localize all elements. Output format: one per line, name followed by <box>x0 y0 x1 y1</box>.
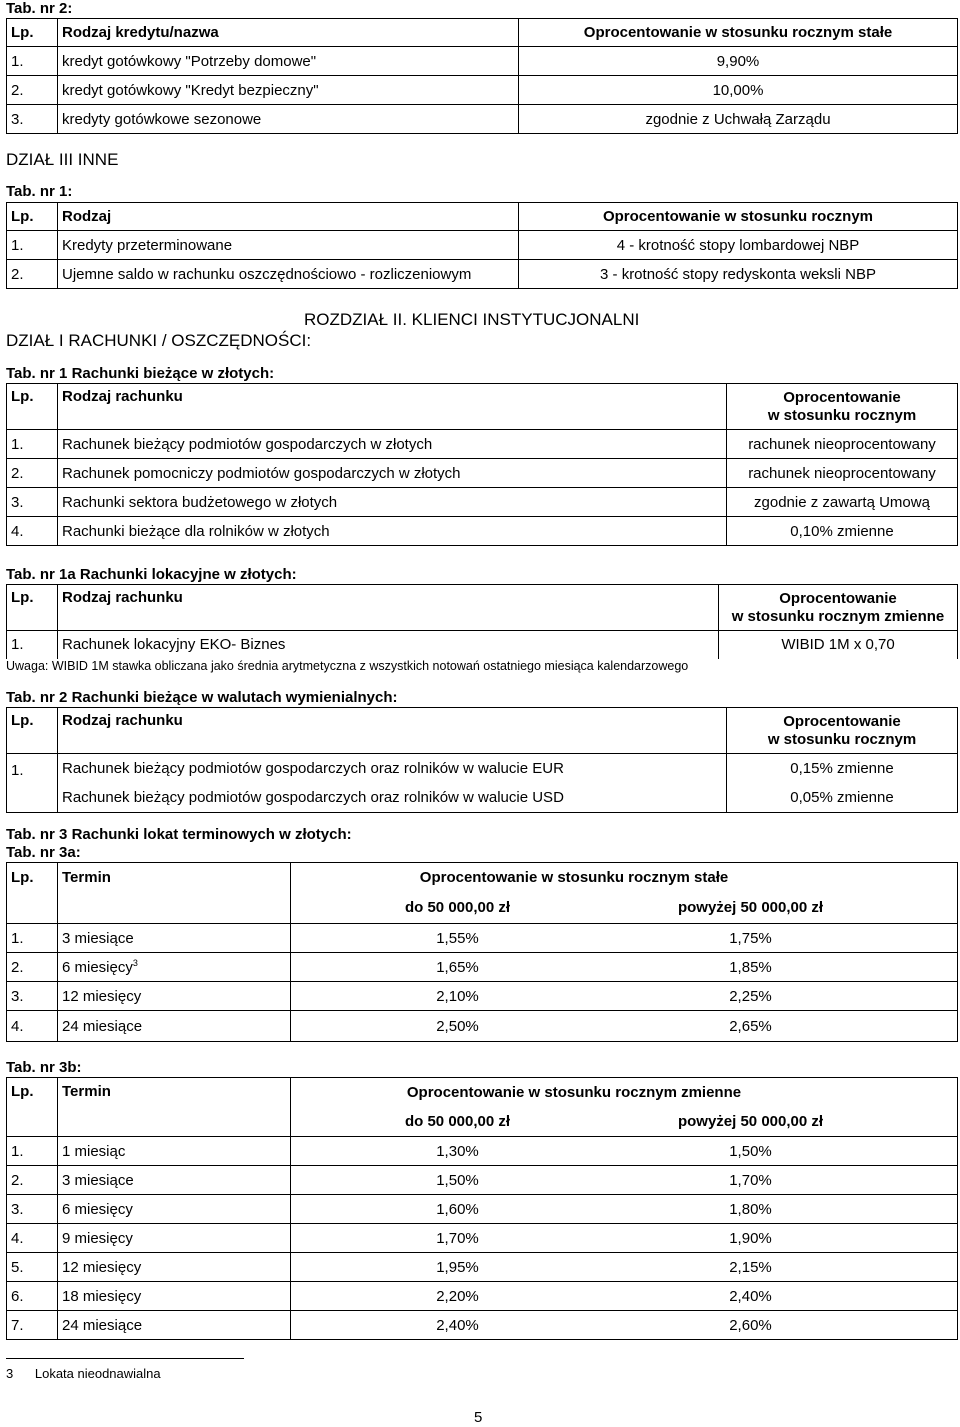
cell: 2. <box>7 459 58 488</box>
cell <box>727 754 958 813</box>
cell: 1 miesiąc <box>58 1137 291 1166</box>
header-text: Oprocentowanie w stosunku rocznym stałe <box>419 869 729 887</box>
page-number: 5 <box>474 1409 483 1426</box>
cell: 2. <box>7 260 58 289</box>
fx-accounts-table <box>6 707 958 813</box>
table-header-row <box>7 384 958 430</box>
footnote-marker: 3 <box>132 958 138 968</box>
cell: 1,55% <box>291 924 625 953</box>
footnote <box>6 1366 161 1381</box>
header-cell: Rodzaj kredytu/nazwa <box>58 19 519 47</box>
header-line: Oprocentowanie <box>783 388 901 406</box>
section-heading: DZIAŁ I RACHUNKI / OSZCZĘDNOŚCI: <box>6 331 312 350</box>
cell: 3. <box>7 105 58 134</box>
table-header-row <box>7 863 958 893</box>
cell: 1. <box>7 231 58 260</box>
header-cell: do 50 000,00 zł <box>291 893 625 924</box>
header-cell <box>727 708 958 754</box>
footnote-number: 3 <box>6 1366 14 1381</box>
cell: 1. <box>7 430 58 459</box>
table-header-row <box>7 19 958 47</box>
table-row <box>7 47 958 76</box>
header-cell: Rodzaj rachunku <box>58 384 727 430</box>
deposit-accounts-table <box>6 584 958 659</box>
table-header-row <box>7 1078 958 1107</box>
section-heading: DZIAŁ III INNE <box>6 150 119 169</box>
cell <box>624 924 958 953</box>
cell-line: Rachunek bieżący podmiotów gospodarczych oraz rolników w walucie USD <box>62 789 564 806</box>
table-row <box>7 459 958 488</box>
header-line: w stosunku rocznym <box>767 406 917 424</box>
cell: 3. <box>7 1195 58 1224</box>
cell: 4. <box>7 1011 58 1042</box>
cell: 1. <box>7 924 58 953</box>
table-row <box>7 76 958 105</box>
table-label: Tab. nr 3a: <box>6 844 81 861</box>
table-label: Tab. nr 3b: <box>6 1059 82 1076</box>
cell-text: 1,80% <box>729 1200 772 1218</box>
header-cell <box>291 1078 958 1107</box>
table-row <box>7 105 958 134</box>
cell <box>624 1253 958 1282</box>
cell <box>624 1311 958 1340</box>
cell: 1,65% <box>291 953 625 982</box>
cell-line: 0,15% zmienne <box>790 760 894 777</box>
cell: 1,70% <box>291 1224 625 1253</box>
cell: Rachunki sektora budżetowego w złotych <box>58 488 727 517</box>
table-note: Uwaga: WIBID 1M stawka obliczana jako średnia arytmetyczna z wszystkich notowań ostatniego miesiąca kalendarzowego <box>6 659 689 673</box>
table-row <box>7 1282 958 1311</box>
cell: WIBID 1M x 0,70 <box>719 631 958 659</box>
cell <box>624 1166 958 1195</box>
cell: 18 miesięcy <box>58 1282 291 1311</box>
table-row <box>7 924 958 953</box>
header-cell: Lp. <box>7 585 58 631</box>
cell: 6. <box>7 1282 58 1311</box>
table-label: Tab. nr 1a Rachunki lokacyjne w złotych: <box>6 566 297 583</box>
header-cell: Lp. <box>7 863 58 924</box>
cell-line: 0,05% zmienne <box>790 789 894 806</box>
chapter-title: ROZDZIAŁ II. KLIENCI INSTYTUCJONALNI <box>304 310 640 329</box>
cell: 1. <box>7 1137 58 1166</box>
cell <box>624 953 958 982</box>
cell-text: 1,50% <box>729 1142 772 1160</box>
cell: 1,30% <box>291 1137 625 1166</box>
header-cell <box>624 893 958 924</box>
cell: 5. <box>7 1253 58 1282</box>
cell: 2. <box>7 1166 58 1195</box>
cell: 3 miesiące <box>58 1166 291 1195</box>
cell: Rachunek bieżący podmiotów gospodarczych w złotych <box>58 430 727 459</box>
cell <box>58 754 727 813</box>
cell-text: 1,85% <box>729 958 772 976</box>
cell <box>624 1282 958 1311</box>
table-row <box>7 231 958 260</box>
cell: 12 miesięcy <box>58 1253 291 1282</box>
table-row <box>7 517 958 546</box>
cell: 3. <box>7 982 58 1011</box>
cell-text: 1,75% <box>729 929 772 947</box>
cell: 3 - krotność stopy redyskonta weksli NBP <box>519 260 958 289</box>
cell <box>624 1137 958 1166</box>
cell: 9,90% <box>519 47 958 76</box>
term-deposits-variable-table <box>6 1077 958 1340</box>
cell: Rachunek lokacyjny EKO- Biznes <box>58 631 719 659</box>
cell: 24 miesiące <box>58 1011 291 1042</box>
table-row <box>7 631 958 659</box>
cell: 2,10% <box>291 982 625 1011</box>
table-header-row <box>7 585 958 631</box>
cell: 1,95% <box>291 1253 625 1282</box>
table-row <box>7 488 958 517</box>
cell: 3. <box>7 488 58 517</box>
table-row <box>7 1166 958 1195</box>
cell-text: 2,40% <box>729 1287 772 1305</box>
other-table <box>6 202 958 289</box>
cell-text: 2,60% <box>729 1316 772 1334</box>
table-row <box>7 1011 958 1042</box>
cell-text: 2,25% <box>729 987 772 1005</box>
cell-text: 1,90% <box>729 1229 772 1247</box>
header-cell: Rodzaj <box>58 203 519 231</box>
cell-line: Rachunek bieżący podmiotów gospodarczych oraz rolników w walucie EUR <box>62 760 564 777</box>
header-cell: Lp. <box>7 708 58 754</box>
table-row <box>7 1311 958 1340</box>
cell-text: 1,70% <box>729 1171 772 1189</box>
table-row <box>7 1253 958 1282</box>
table-label: Tab. nr 2 Rachunki bieżące w walutach wymienialnych: <box>6 689 398 706</box>
cell: 2,20% <box>291 1282 625 1311</box>
header-cell: Termin <box>58 1078 291 1137</box>
table-label: Tab. nr 1 Rachunki bieżące w złotych: <box>6 365 275 382</box>
header-cell <box>727 384 958 430</box>
cell <box>624 1195 958 1224</box>
cell: Rachunek pomocniczy podmiotów gospodarczych w złotych <box>58 459 727 488</box>
cell: zgodnie z zawartą Umową <box>727 488 958 517</box>
footnote-separator <box>6 1358 244 1359</box>
cell: 7. <box>7 1311 58 1340</box>
header-cell: Lp. <box>7 19 58 47</box>
cell: 24 miesiące <box>58 1311 291 1340</box>
table-row <box>7 430 958 459</box>
cell: rachunek nieoprocentowany <box>727 459 958 488</box>
header-cell: Lp. <box>7 1078 58 1137</box>
table-row <box>7 1137 958 1166</box>
header-cell: Oprocentowanie w stosunku rocznym stałe <box>519 19 958 47</box>
header-text: powyżej 50 000,00 zł <box>677 899 824 917</box>
cell: 4. <box>7 1224 58 1253</box>
cell: 3 miesiące <box>58 924 291 953</box>
cell: 4. <box>7 517 58 546</box>
table-row <box>7 1195 958 1224</box>
cell: 1,50% <box>291 1166 625 1195</box>
cell <box>624 982 958 1011</box>
cell-text: 2,65% <box>729 1017 772 1035</box>
cell-text: 2,15% <box>729 1258 772 1276</box>
cell: 2. <box>7 953 58 982</box>
cell: 0,10% zmienne <box>727 517 958 546</box>
cell: 4 - krotność stopy lombardowej NBP <box>519 231 958 260</box>
cell: 1. <box>7 754 58 813</box>
loan-table <box>6 18 958 134</box>
header-line: w stosunku rocznym <box>767 730 917 748</box>
header-cell: Rodzaj rachunku <box>58 708 727 754</box>
cell: Ujemne saldo w rachunku oszczędnościowo - rozliczeniowym <box>58 260 519 289</box>
header-cell: Lp. <box>7 384 58 430</box>
footnote-text: Lokata nieodnawialna <box>34 1366 161 1381</box>
cell: 1. <box>7 631 58 659</box>
header-cell <box>291 863 958 893</box>
cell: kredyt gotówkowy "Potrzeby domowe" <box>58 47 519 76</box>
term-deposits-fixed-table <box>6 862 958 1042</box>
current-accounts-table <box>6 383 958 546</box>
cell: 2,50% <box>291 1011 625 1042</box>
table-label: Tab. nr 3 Rachunki lokat terminowych w złotych: <box>6 826 352 843</box>
cell: rachunek nieoprocentowany <box>727 430 958 459</box>
header-cell <box>719 585 958 631</box>
cell: Rachunki bieżące dla rolników w złotych <box>58 517 727 546</box>
table-header-row <box>7 708 958 754</box>
cell: 9 miesięcy <box>58 1224 291 1253</box>
cell: 1,60% <box>291 1195 625 1224</box>
table-label: Tab. nr 1: <box>6 183 73 200</box>
cell: 2. <box>7 76 58 105</box>
cell: 12 miesięcy <box>58 982 291 1011</box>
header-cell: Lp. <box>7 203 58 231</box>
cell: 6 miesięcy <box>58 1195 291 1224</box>
cell <box>624 1224 958 1253</box>
table-row <box>7 754 958 813</box>
header-cell <box>624 1107 958 1137</box>
header-text: Oprocentowanie w stosunku rocznym zmienne <box>406 1083 742 1101</box>
header-line: Oprocentowanie <box>779 589 897 607</box>
cell: 2,40% <box>291 1311 625 1340</box>
table-row <box>7 953 958 982</box>
cell: 1. <box>7 47 58 76</box>
header-line: Oprocentowanie <box>783 712 901 730</box>
header-cell: do 50 000,00 zł <box>291 1107 625 1137</box>
cell <box>624 1011 958 1042</box>
cell: 10,00% <box>519 76 958 105</box>
header-cell: Rodzaj rachunku <box>58 585 719 631</box>
header-line: w stosunku rocznym zmienne <box>731 607 945 625</box>
table-row <box>7 260 958 289</box>
cell: kredyty gotówkowe sezonowe <box>58 105 519 134</box>
cell: kredyt gotówkowy "Kredyt bezpieczny" <box>58 76 519 105</box>
cell: zgodnie z Uchwałą Zarządu <box>519 105 958 134</box>
header-cell: Termin <box>58 863 291 924</box>
table-row <box>7 1224 958 1253</box>
cell-text: 6 miesięcy <box>62 959 133 976</box>
header-text: powyżej 50 000,00 zł <box>677 1112 824 1130</box>
header-cell: Oprocentowanie w stosunku rocznym <box>519 203 958 231</box>
table-label: Tab. nr 2: <box>6 0 73 17</box>
cell <box>58 953 291 982</box>
cell: Kredyty przeterminowane <box>58 231 519 260</box>
table-header-row <box>7 203 958 231</box>
table-row <box>7 982 958 1011</box>
